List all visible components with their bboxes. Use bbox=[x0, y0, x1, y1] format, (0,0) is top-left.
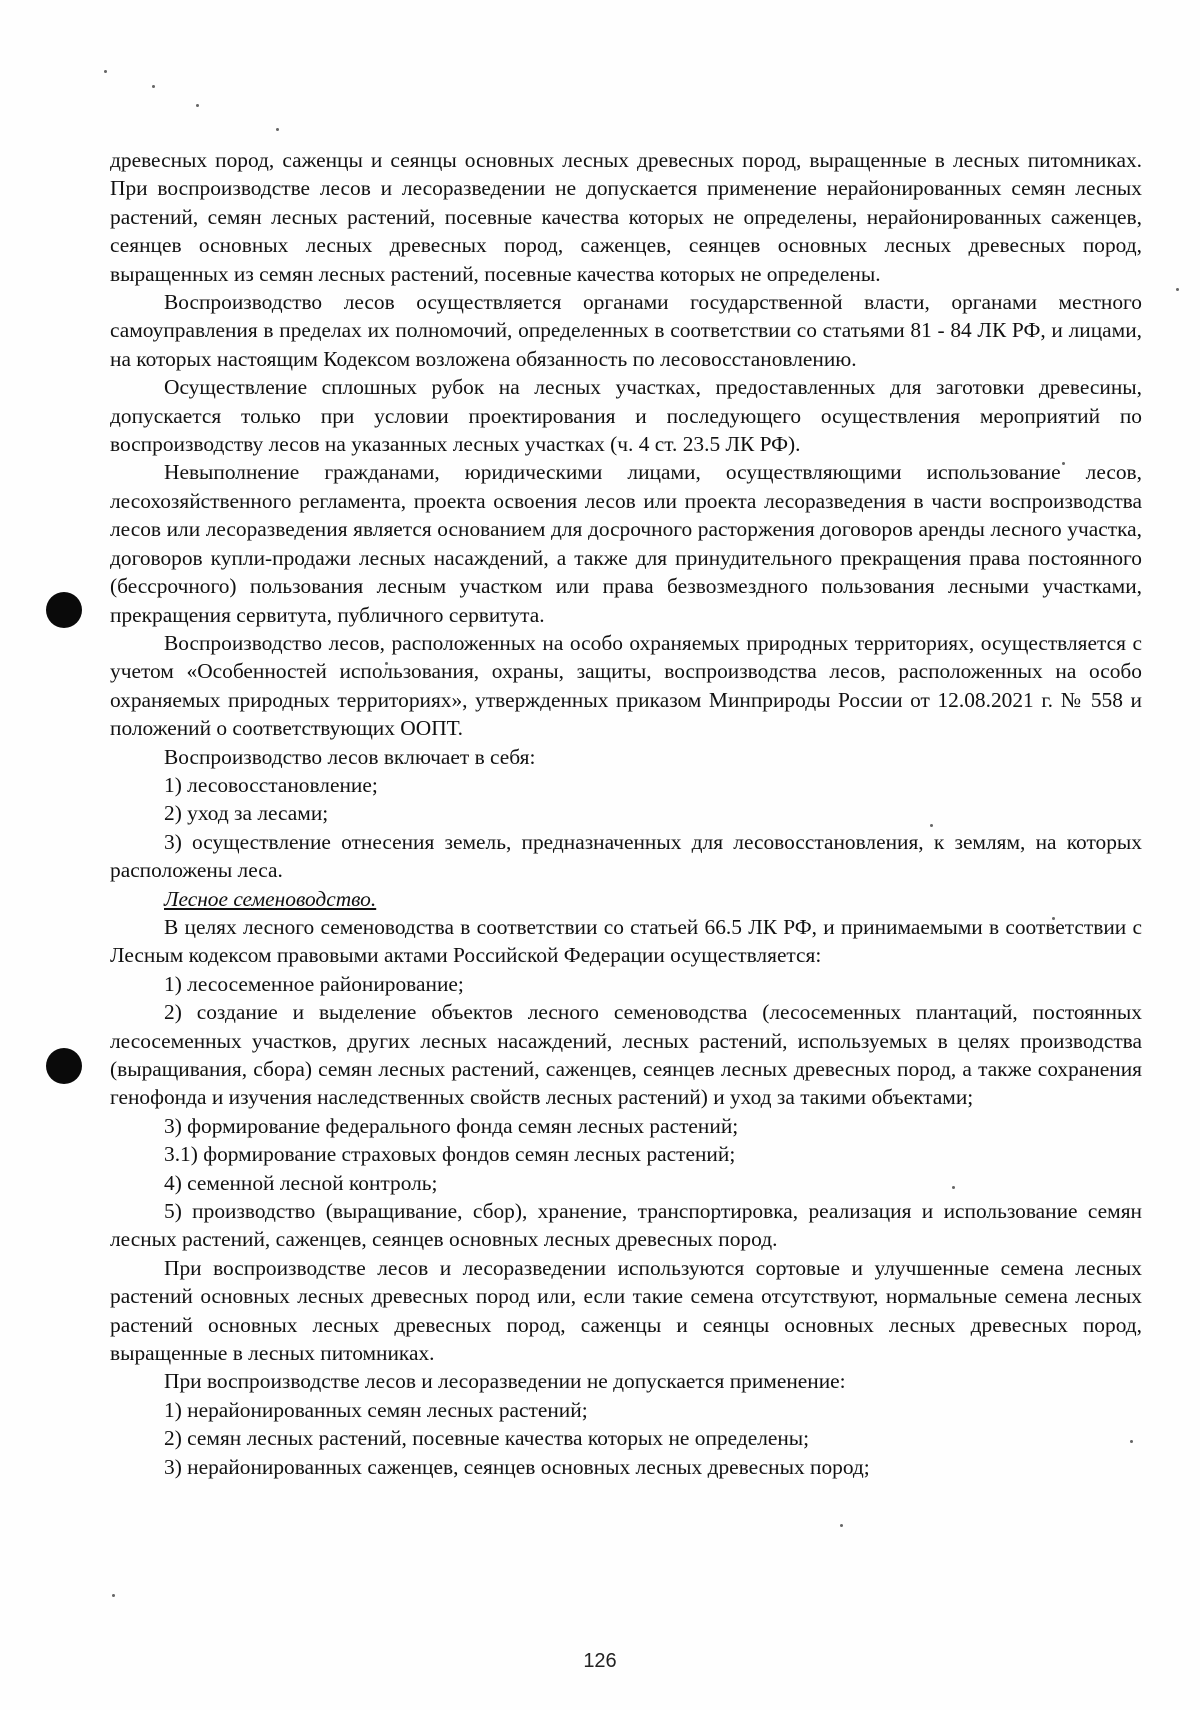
scan-speck bbox=[276, 128, 279, 131]
list-item: 1) лесовосстановление; bbox=[164, 772, 378, 797]
scan-speck bbox=[1176, 288, 1179, 291]
document-body bbox=[110, 146, 1142, 1481]
scan-speck bbox=[152, 85, 155, 88]
list-item: 2) семян лесных растений, посевные качества которых не определены; bbox=[164, 1426, 810, 1451]
paragraph: Воспроизводство лесов включает в себя: bbox=[164, 744, 536, 769]
scan-speck bbox=[104, 70, 107, 73]
scan-speck bbox=[112, 1594, 115, 1597]
paragraph: Невыполнение гражданами, юридическими лицами, осуществляющими использование лесов, лесохозяйственного регламента, проекта освоения лесов или проекта лесоразведения в части воспроизводства лесов или лесоразведения является основанием для досрочного расторжения договоров аренды лесного участка, договоров купли-продажи лесных насаждений, а также для принудительного прекращения права постоянного (бессрочного) пользования лесным участком или права безвозмездного пользования лесными участками, прекращения сервитута, публичного сервитута. bbox=[110, 460, 1142, 627]
hole-punch-mark bbox=[46, 592, 82, 628]
paragraph: При воспроизводстве лесов и лесоразведении используются сортовые и улучшенные семена лесных растений основных лесных древесных пород или, если такие семена отсутствуют, нормальные семена лесных растений основных лесных древесных пород, саженцы и сеянцы основных лесных древесных пород, выращенные в лесных питомниках. bbox=[110, 1255, 1142, 1366]
list-item: 2) уход за лесами; bbox=[164, 801, 329, 826]
list-item: 3.1) формирование страховых фондов семян лесных растений; bbox=[164, 1142, 736, 1167]
list-item: 3) формирование федерального фонда семян лесных растений; bbox=[164, 1113, 739, 1138]
paragraph: В целях лесного семеноводства в соответствии со статьей 66.5 ЛК РФ, и принимаемыми в соответствии с Лесным кодексом правовыми актами Российской Федерации осуществляется: bbox=[110, 914, 1142, 968]
list-item: 3) осуществление отнесения земель, предназначенных для лесовосстановления, к землям, на которых расположены леса. bbox=[110, 829, 1142, 883]
list-item: 1) лесосеменное районирование; bbox=[164, 971, 464, 996]
list-item: 4) семенной лесной контроль; bbox=[164, 1170, 438, 1195]
paragraph: Воспроизводство лесов, расположенных на особо охраняемых природных территориях, осуществляется с учетом «Особенностей использования, охраны, защиты, воспроизводства лесов, расположенных на особо охраняемых природных территориях», утвержденных приказом Минприроды России от 12.08.2021 г. № 558 и положений о соответствующих ООПТ. bbox=[110, 630, 1142, 741]
paragraph: Воспроизводство лесов осуществляется органами государственной власти, органами местного самоуправления в пределах их полномочий, определенных в соответствии со статьями 81 - 84 ЛК РФ, и лицами, на которых настоящим Кодексом возложена обязанность по лесовосстановлению. bbox=[110, 290, 1142, 371]
section-heading: Лесное семеноводство. bbox=[164, 886, 377, 911]
section-heading-paragraph bbox=[110, 885, 1142, 913]
paragraph: Осуществление сплошных рубок на лесных участках, предоставленных для заготовки древесины, допускается только при условии проектирования и последующего осуществления мероприятий по воспроизводству лесов на указанных лесных участках (ч. 4 ст. 23.5 ЛК РФ). bbox=[110, 375, 1142, 457]
scan-speck bbox=[196, 104, 199, 107]
hole-punch-mark bbox=[46, 1048, 82, 1084]
list-item: 3) нерайонированных саженцев, сеянцев основных лесных древесных пород; bbox=[164, 1454, 870, 1479]
list-item: 5) производство (выращивание, сбор), хранение, транспортировка, реализация и использование семян лесных растений, саженцев, сеянцев основных лесных древесных пород. bbox=[110, 1199, 1142, 1252]
list-item: 1) нерайонированных семян лесных растений; bbox=[164, 1397, 588, 1422]
paragraph: При воспроизводстве лесов и лесоразведении не допускается применение: bbox=[164, 1369, 846, 1394]
page-number: 126 bbox=[583, 1650, 617, 1672]
paragraph: древесных пород, саженцы и сеянцы основных лесных древесных пород, выращенные в лесных питомниках. При воспроизводстве лесов и лесоразведении не допускается применение нерайонированных семян лесных растений, семян лесных растений, посевные качества которых не определены, нерайонированных саженцев, сеянцев основных лесных древесных пород, саженцев, сеянцев основных лесных древесных пород, выращенных из семян лесных растений, посевные качества которых не определены. bbox=[110, 148, 1142, 286]
scan-speck bbox=[840, 1524, 843, 1527]
list-item: 2) создание и выделение объектов лесного семеноводства (лесосеменных плантаций, постоянных лесосеменных участков, других лесных насаждений, лесных растений, используемых в целях производства (выращивания, сбора) семян лесных растений, саженцев, сеянцев лесных древесных пород, а также сохранения генофонда и изучения наследственных свойств лесных растений) и уход за такими объектами; bbox=[110, 1000, 1142, 1110]
